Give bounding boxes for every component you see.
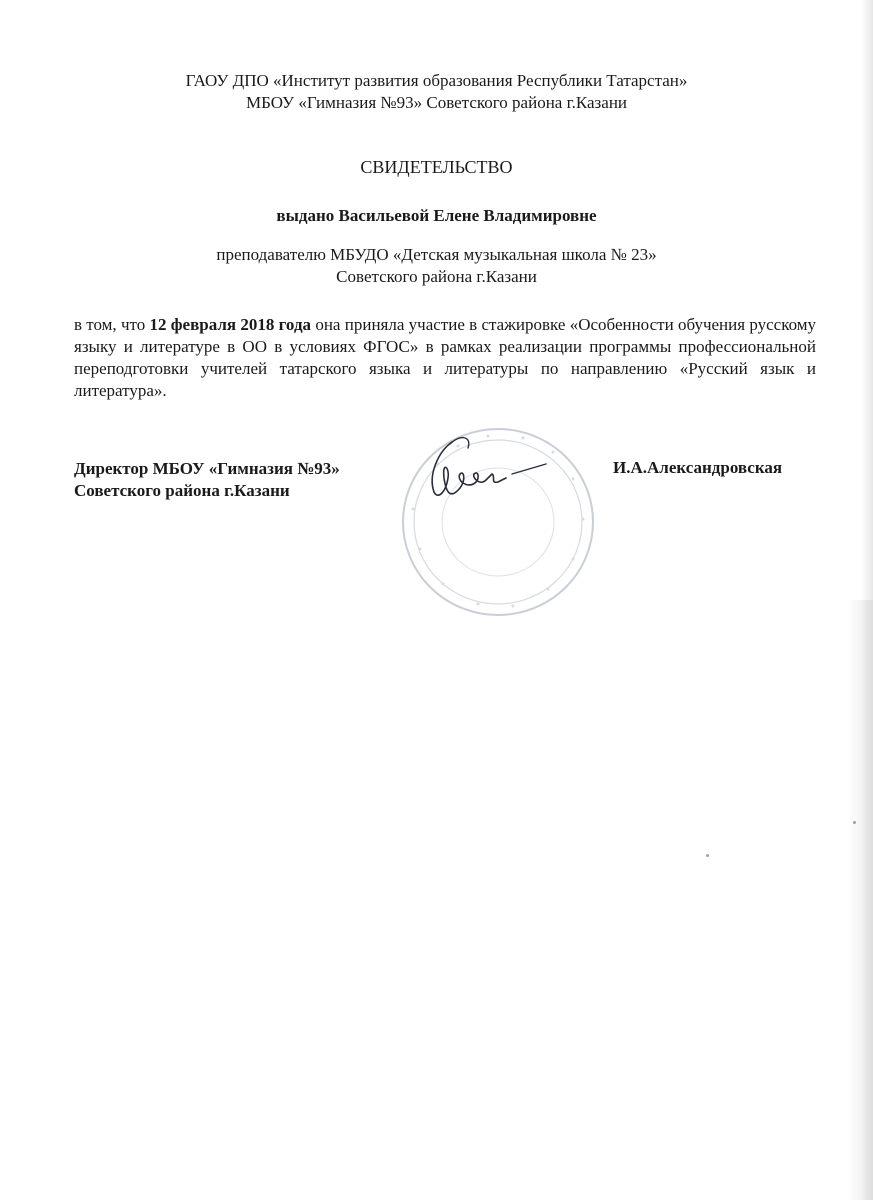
issuer-header [0,70,873,114]
position-line-1: преподавателю МБУДО «Детская музыкальная школа № 23» [216,245,657,264]
document-title: СВИДЕТЕЛЬСТВО [360,157,513,177]
scan-speck [706,854,709,857]
position-line-2: Советского района г.Казани [336,267,537,286]
body-prefix: в том, что [74,315,150,334]
recipient-position [0,244,873,288]
scan-edge-lower [847,600,873,1200]
signer-name: И.А.Александровская [613,458,783,477]
body-suffix: она приняла участие в стажировке «Особенности обучения русскому языку и литературе в ОО в условиях ФГОС» в рамках реализации программы профессиональной переподготовки учителей татарского языка и литературы по направлению «Русский язык и литература». [74,315,817,400]
issuer-line-2: МБОУ «Гимназия №93» Советского района г.Казани [245,93,628,112]
issuer-line-1: ГАОУ ДПО «Институт развития образования Республики Татарстан» [185,71,688,90]
signer-title-line-1: Директор МБОУ «Гимназия №93» [74,459,340,478]
body-date: 12 февраля 2018 года [149,315,312,334]
certificate-body [74,314,816,402]
recipient-line: выдано Васильевой Елене Владимировне [276,206,597,225]
scan-speck [853,821,856,824]
signer-title [74,458,340,502]
director-signature [420,430,550,510]
signer-title-line-2: Советского района г.Казани [74,481,290,500]
